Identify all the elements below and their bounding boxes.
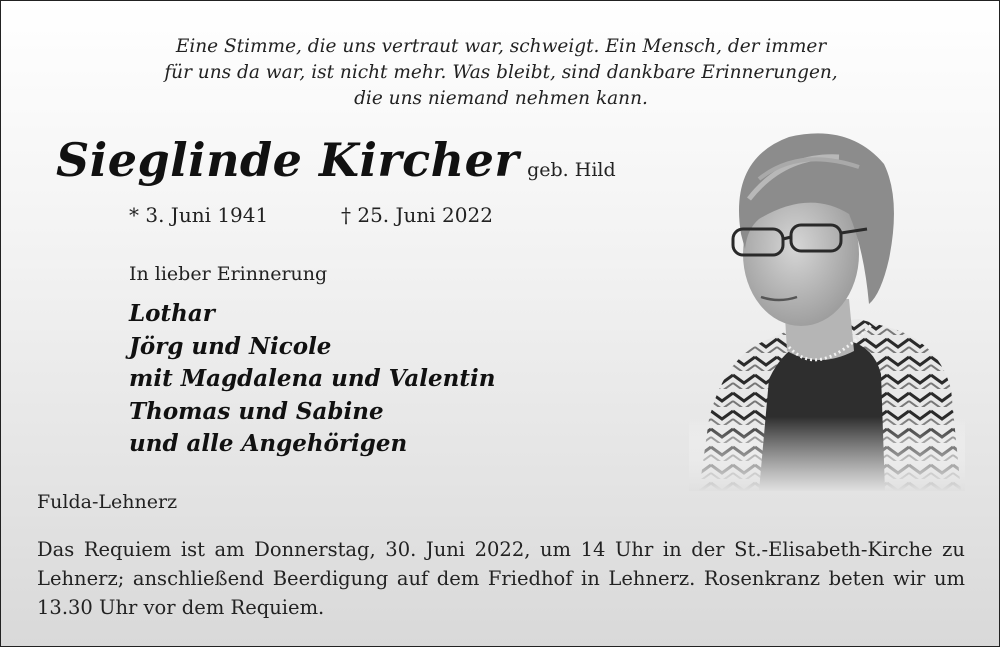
portrait-photo <box>689 119 965 491</box>
memorial-quote <box>91 34 911 112</box>
memory-label: In lieber Erinnerung <box>129 263 328 285</box>
mourners-list <box>129 298 495 461</box>
portrait-illustration <box>689 119 965 491</box>
maiden-name: geb. Hild <box>527 159 616 181</box>
requiem-notice: Das Requiem ist am Donnerstag, 30. Juni 2022, um 14 Uhr in der St.-Elisabeth-Kirche zu Lehnerz; anschließend Beerdigung auf dem Friedhof in Lehnerz. Rosenkranz beten wir um 13.30 Uhr vor dem Requiem. <box>37 538 965 619</box>
birth-date: * 3. Juni 1941 <box>129 203 269 227</box>
deceased-heading <box>56 133 616 187</box>
quote-line: für uns da war, ist nicht mehr. Was bleibt, sind dankbare Erinnerungen, <box>164 62 838 83</box>
place-name: Fulda-Lehnerz <box>37 491 178 513</box>
mourner-item: Thomas und Sabine <box>129 397 384 425</box>
mourner-item: und alle Angehörigen <box>129 430 408 457</box>
mourner-item: mit Magdalena und Valentin <box>129 365 496 392</box>
mourner-item: Jörg und Nicole <box>129 332 332 360</box>
quote-line: die uns niemand nehmen kann. <box>354 88 648 109</box>
death-date: † 25. Juni 2022 <box>341 203 493 227</box>
deceased-name: Sieglinde Kircher <box>56 133 520 187</box>
mourner-item: Lothar <box>129 300 215 327</box>
quote-line: Eine Stimme, die uns vertraut war, schweigt. Ein Mensch, der immer <box>175 36 827 57</box>
